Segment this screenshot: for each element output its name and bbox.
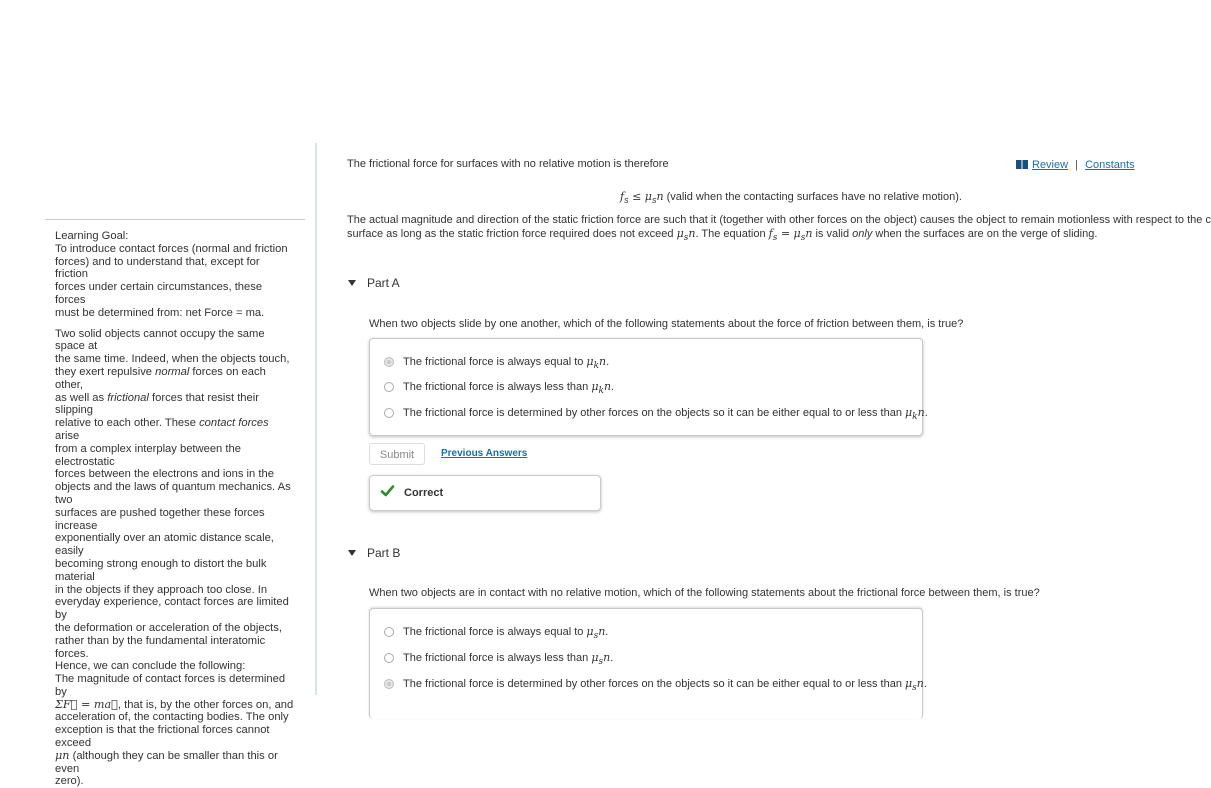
radio-button[interactable] [384, 357, 394, 367]
intro-line: The magnitude of contact forces is determined by [55, 673, 286, 698]
intro-line: acceleration of, the contacting bodies. The only [55, 711, 289, 724]
intro-line: in the objects if they approach too close. In [55, 583, 268, 596]
learning-goal-line: forces under certain circumstances, these forces [55, 281, 263, 306]
intro-line: rather than by the fundamental interatomic forces. [55, 634, 266, 660]
part-a-choice-3[interactable]: The frictional force is determined by other forces on the objects so it can be either equal to or less than $\mu_kn$. [384, 406, 928, 422]
part-a-choices [369, 338, 928, 436]
intro-line: exception is that the frictional forces cannot exceed [55, 724, 270, 750]
book-icon [1016, 160, 1028, 169]
clipped-text-line: The frictional force for surfaces with no relative motion is therefore [347, 158, 669, 170]
static-friction-formula: $f_s \le \mu_sn$ (valid when the contacting surfaces have no relative motion). [620, 190, 962, 205]
intro-line: they exert repulsive normal forces on each other, [55, 365, 266, 391]
intro-line: zero). [55, 775, 84, 788]
intro-line: the same time. Indeed, when the objects touch, [55, 353, 290, 366]
intro-line: Two solid objects cannot occupy the same space at [55, 327, 265, 353]
part-b-choices [369, 608, 927, 719]
learning-goal-line: forces) and to understand that, except for friction [55, 255, 260, 281]
part-a-choice-2[interactable]: The frictional force is always less than $\mu_kn$. [384, 380, 614, 396]
intro-line: Hence, we can conclude the following: [55, 660, 246, 673]
link-separator: | [1075, 159, 1078, 171]
panel-divider [315, 143, 317, 695]
feedback-label: Correct [404, 487, 444, 499]
learning-goal-line: To introduce contact forces (normal and friction [55, 242, 288, 255]
intro-line: as well as frictional forces that resist their slipping [55, 391, 259, 417]
part-b-toggle[interactable] [348, 546, 400, 560]
caret-down-icon [348, 550, 356, 556]
radio-button[interactable] [384, 408, 394, 418]
part-b-choice-2[interactable]: The frictional force is always less than $\mu_sn$. [384, 651, 613, 667]
left-panel-divider [45, 219, 305, 220]
part-a-question: When two objects slide by one another, which of the following statements about the force of friction between them, is true? [369, 318, 964, 330]
part-b-choice-1[interactable]: The frictional force is always equal to $\mu_sn$. [384, 625, 608, 641]
radio-button[interactable] [384, 627, 394, 637]
learning-goal-line: must be determined from: net Force = ma. [55, 306, 265, 319]
static-friction-explanation: The actual magnitude and direction of the static friction force are such that it (together with other forces on the object) causes the object to remain motionless with respect to the c surface as long as the static friction force required does not exceed $\mu_sn$. The equation $f_s = \mu_sn$ is valid only when the surfaces are on the verge of sliding. [347, 214, 1211, 243]
review-link[interactable]: Review [1032, 159, 1069, 171]
intro-line: everyday experience, contact forces are limited by [55, 596, 289, 622]
newton-equation: ΣF⃗ = ma⃗ [55, 697, 118, 711]
part-a-toggle[interactable] [348, 276, 400, 290]
intro-line: objects and the laws of quantum mechanics. As two [55, 481, 291, 506]
intro-line: exponentially over an atomic distance scale, easily [55, 532, 274, 558]
intro-line: ΣF⃗ = ma⃗, that is, by the other forces on, and [55, 697, 294, 711]
radio-button[interactable] [384, 653, 394, 663]
radio-button[interactable] [384, 382, 394, 392]
caret-down-icon [348, 280, 356, 286]
intro-line: from a complex interplay between the electrostatic [55, 442, 241, 468]
mu-n-symbol: μn [55, 748, 70, 762]
checkmark-icon [381, 485, 394, 497]
previous-answers-link[interactable]: Previous Answers [441, 448, 528, 459]
part-a-choice-1[interactable]: The frictional force is always equal to $\mu_kn$. [384, 355, 609, 371]
submit-button[interactable]: Submit [369, 443, 425, 465]
intro-line: surfaces are pushed together these forces increase [55, 506, 265, 532]
intro-paragraph [55, 328, 295, 788]
intro-line: μn (although they can be smaller than this or even [55, 748, 278, 775]
constants-link[interactable]: Constants [1085, 159, 1135, 171]
intro-line: becoming strong enough to distort the bulk material [55, 557, 267, 583]
part-a-title: Part A [367, 276, 400, 290]
part-b-choice-3[interactable]: The frictional force is determined by other forces on the objects so it can be either equal to or less than $\mu_sn$. [384, 677, 927, 693]
learning-goal-panel [55, 230, 295, 788]
radio-button[interactable] [384, 679, 394, 689]
part-b-question: When two objects are in contact with no relative motion, which of the following statements about the frictional force between them, is true? [369, 587, 1040, 599]
intro-line: forces between the electrons and ions in the [55, 468, 274, 481]
top-links [1016, 159, 1135, 171]
part-b-title: Part B [367, 546, 401, 560]
feedback-box [369, 475, 601, 511]
intro-line: the deformation or acceleration of the objects, [55, 621, 282, 634]
intro-line: relative to each other. These contact forces arise [55, 417, 269, 442]
learning-goal-title: Learning Goal: [55, 230, 129, 242]
